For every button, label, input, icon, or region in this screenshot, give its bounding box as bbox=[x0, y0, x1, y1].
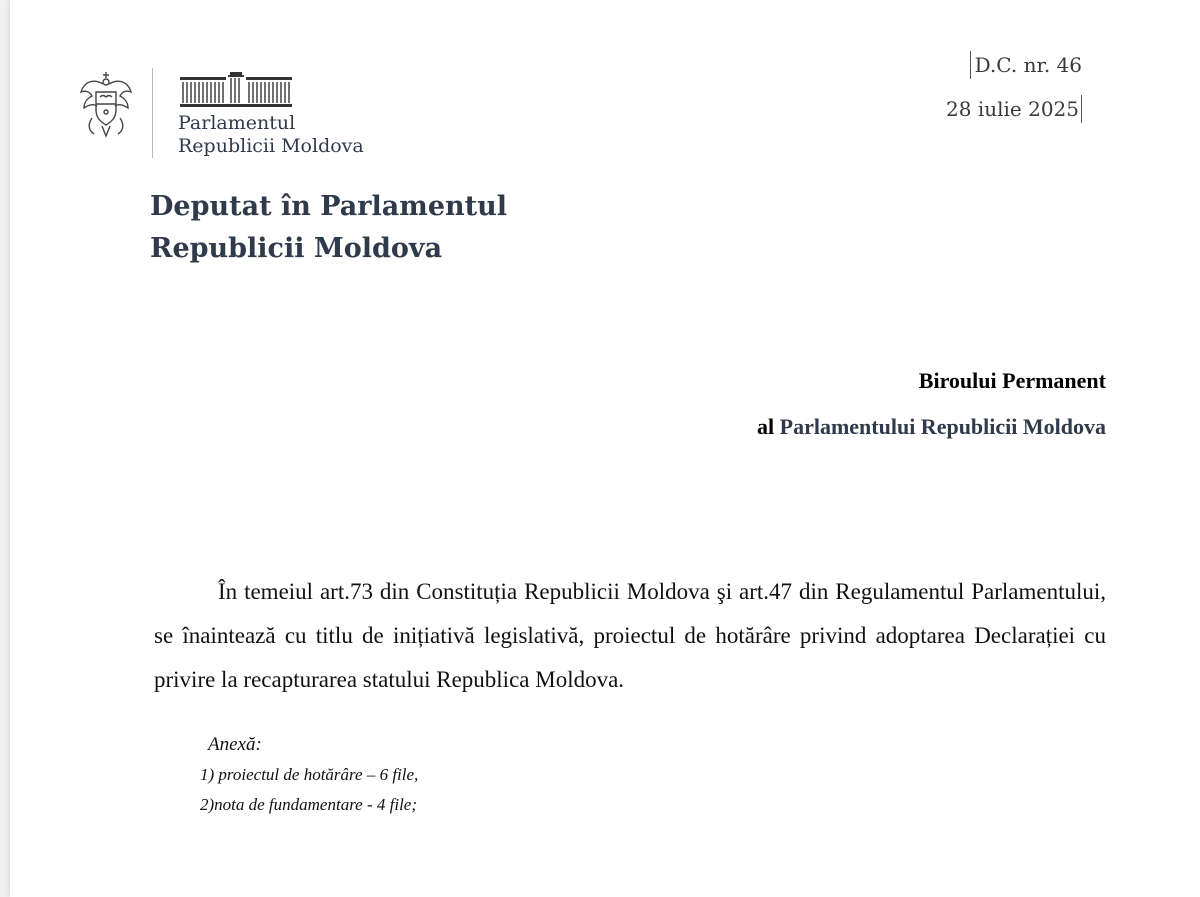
body-paragraph: În temeiul art.73 din Constituția Republicii Moldova şi art.47 din Regulamentul Parlamentului, se înaintează cu titlu de inițiativă legislativă, proiectul de hotărâre privind adoptarea Declarației cu privire la recapturarea statului Republica Moldova. bbox=[154, 579, 1106, 692]
annex-title: Anexă: bbox=[208, 734, 262, 755]
deputy-heading-line1: Deputat în Parlamentul bbox=[150, 191, 508, 222]
parliament-logo-text bbox=[178, 112, 364, 158]
recipient-prefix: al bbox=[757, 414, 775, 439]
deputy-heading-line2: Republicii Moldova bbox=[150, 233, 443, 264]
recipient-block bbox=[757, 358, 1106, 450]
annex-item: 1) proiectul de hotărâre – 6 file, bbox=[200, 765, 419, 784]
parliament-name-line1: Parlamentul bbox=[178, 112, 296, 134]
recipient-name: Parlamentului Republicii Moldova bbox=[779, 414, 1106, 439]
document-page bbox=[10, 0, 1200, 897]
parliament-name-line2: Republicii Moldova bbox=[178, 135, 364, 157]
parliament-building-icon bbox=[180, 72, 292, 108]
document-date: 28 iulie 2025 bbox=[946, 95, 1082, 123]
annex-block bbox=[200, 730, 418, 820]
logo-divider bbox=[152, 68, 153, 158]
recipient-line1: Biroului Permanent bbox=[918, 368, 1106, 393]
document-number: D.C. nr. 46 bbox=[970, 51, 1082, 79]
deputy-heading bbox=[150, 186, 507, 270]
annex-item: 2)nota de fundamentare - 4 file; bbox=[200, 795, 418, 814]
recipient-line2 bbox=[757, 404, 1106, 450]
moldova-coat-of-arms-icon bbox=[78, 70, 134, 140]
document-reference bbox=[946, 51, 1082, 123]
